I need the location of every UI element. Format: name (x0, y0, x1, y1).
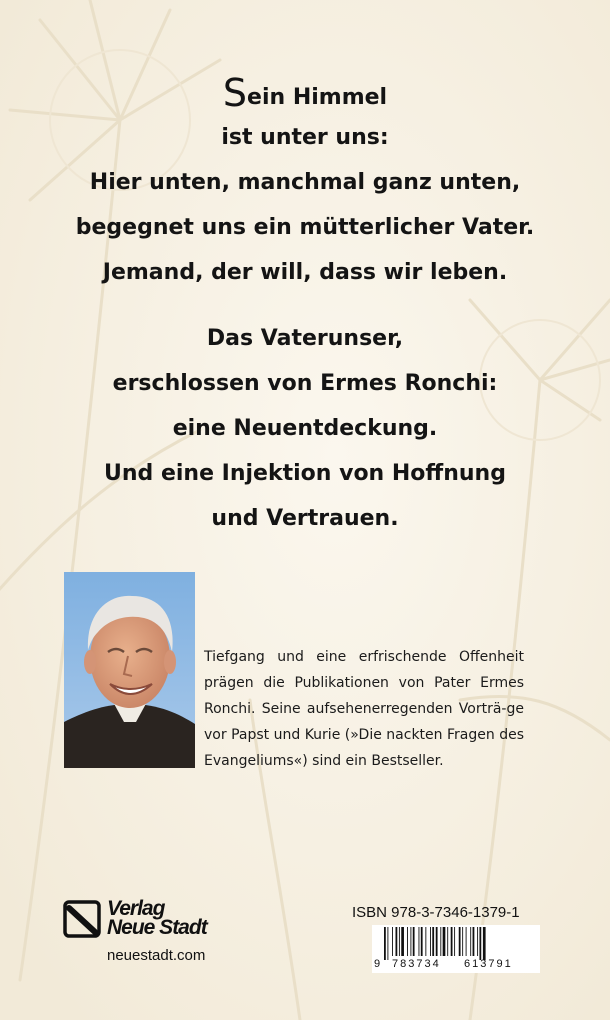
barcode-bar (443, 927, 446, 956)
barcode-digits (372, 958, 540, 972)
verse-line: ist unter uns: (221, 125, 389, 150)
barcode-bar (432, 927, 434, 956)
barcode-bar (477, 927, 478, 956)
barcode-bar (430, 927, 431, 956)
barcode-bar (419, 927, 420, 956)
verse-line: begegnet uns ein mütterlicher Vater. (75, 215, 535, 240)
publisher-url: neuestadt.com (107, 947, 206, 964)
barcode-bar (436, 927, 438, 956)
verse-line: Jemand, der will, dass wir leben. (102, 260, 508, 285)
barcode-bar (396, 927, 398, 956)
barcode-digits-left: 783734 (392, 958, 441, 970)
barcode-bar (407, 927, 408, 956)
barcode-bar (387, 927, 388, 960)
author-portrait-illustration (64, 572, 195, 768)
author-photo (64, 572, 195, 768)
barcode-bar (384, 927, 386, 960)
barcode-bar (462, 927, 463, 956)
verse-line: Und eine Injektion von Hoffnung (104, 461, 506, 486)
barcode-bar (447, 927, 448, 956)
publisher-logo (63, 898, 243, 968)
verse-stanza-1 (0, 71, 610, 301)
verse-line: Hier unten, manchmal ganz unten, (89, 170, 521, 195)
barcode-bar (421, 927, 423, 956)
barcode-bar (473, 927, 475, 956)
barcode-bar (440, 927, 441, 956)
barcode-bar (392, 927, 393, 956)
barcode-lead-digit: 9 (374, 958, 381, 970)
isbn-label: ISBN 978-3-7346-1379-1 (352, 904, 520, 921)
barcode-bar (459, 927, 461, 956)
barcode-bar (479, 927, 481, 960)
verse-line: und Vertrauen. (211, 506, 399, 531)
barcode-bar (399, 927, 400, 956)
publisher-name-line-1: Verlag (107, 897, 165, 920)
barcode-digits-right: 613791 (464, 958, 513, 970)
barcode-bars (382, 927, 532, 960)
author-bio: Tiefgang und eine erfrischende Offenheit prägen die Publikationen von Pater Ermes Ronchi. Seine aufsehenerregenden Vorträ-ge vor Papst und Kurie (»Die nackten Fragen des Evangeliums«) sind ein Bestseller. (204, 649, 524, 769)
publisher-emblem-icon (63, 900, 101, 938)
barcode-bar (451, 927, 453, 956)
barcode-bar (410, 927, 411, 956)
barcode-bar (401, 927, 404, 956)
barcode-bar (454, 927, 455, 956)
verse-line: erschlossen von Ermes Ronchi: (112, 371, 498, 396)
publisher-name-line-2: Neue Stadt (107, 916, 207, 939)
barcode-bar (470, 927, 471, 956)
barcode-bar (413, 927, 415, 956)
verse-line: Das Vaterunser, (206, 326, 404, 351)
barcode (372, 925, 540, 973)
barcode-bar (483, 927, 486, 960)
barcode-bar (466, 927, 467, 956)
verse-line: eine Neuentdeckung. (172, 416, 438, 441)
barcode-bar (425, 927, 426, 956)
verse-stanza-2 (0, 322, 610, 547)
verse-line-text: ein Himmel (247, 85, 388, 110)
drop-cap-letter: S (222, 71, 248, 115)
verse-line (0, 71, 610, 121)
